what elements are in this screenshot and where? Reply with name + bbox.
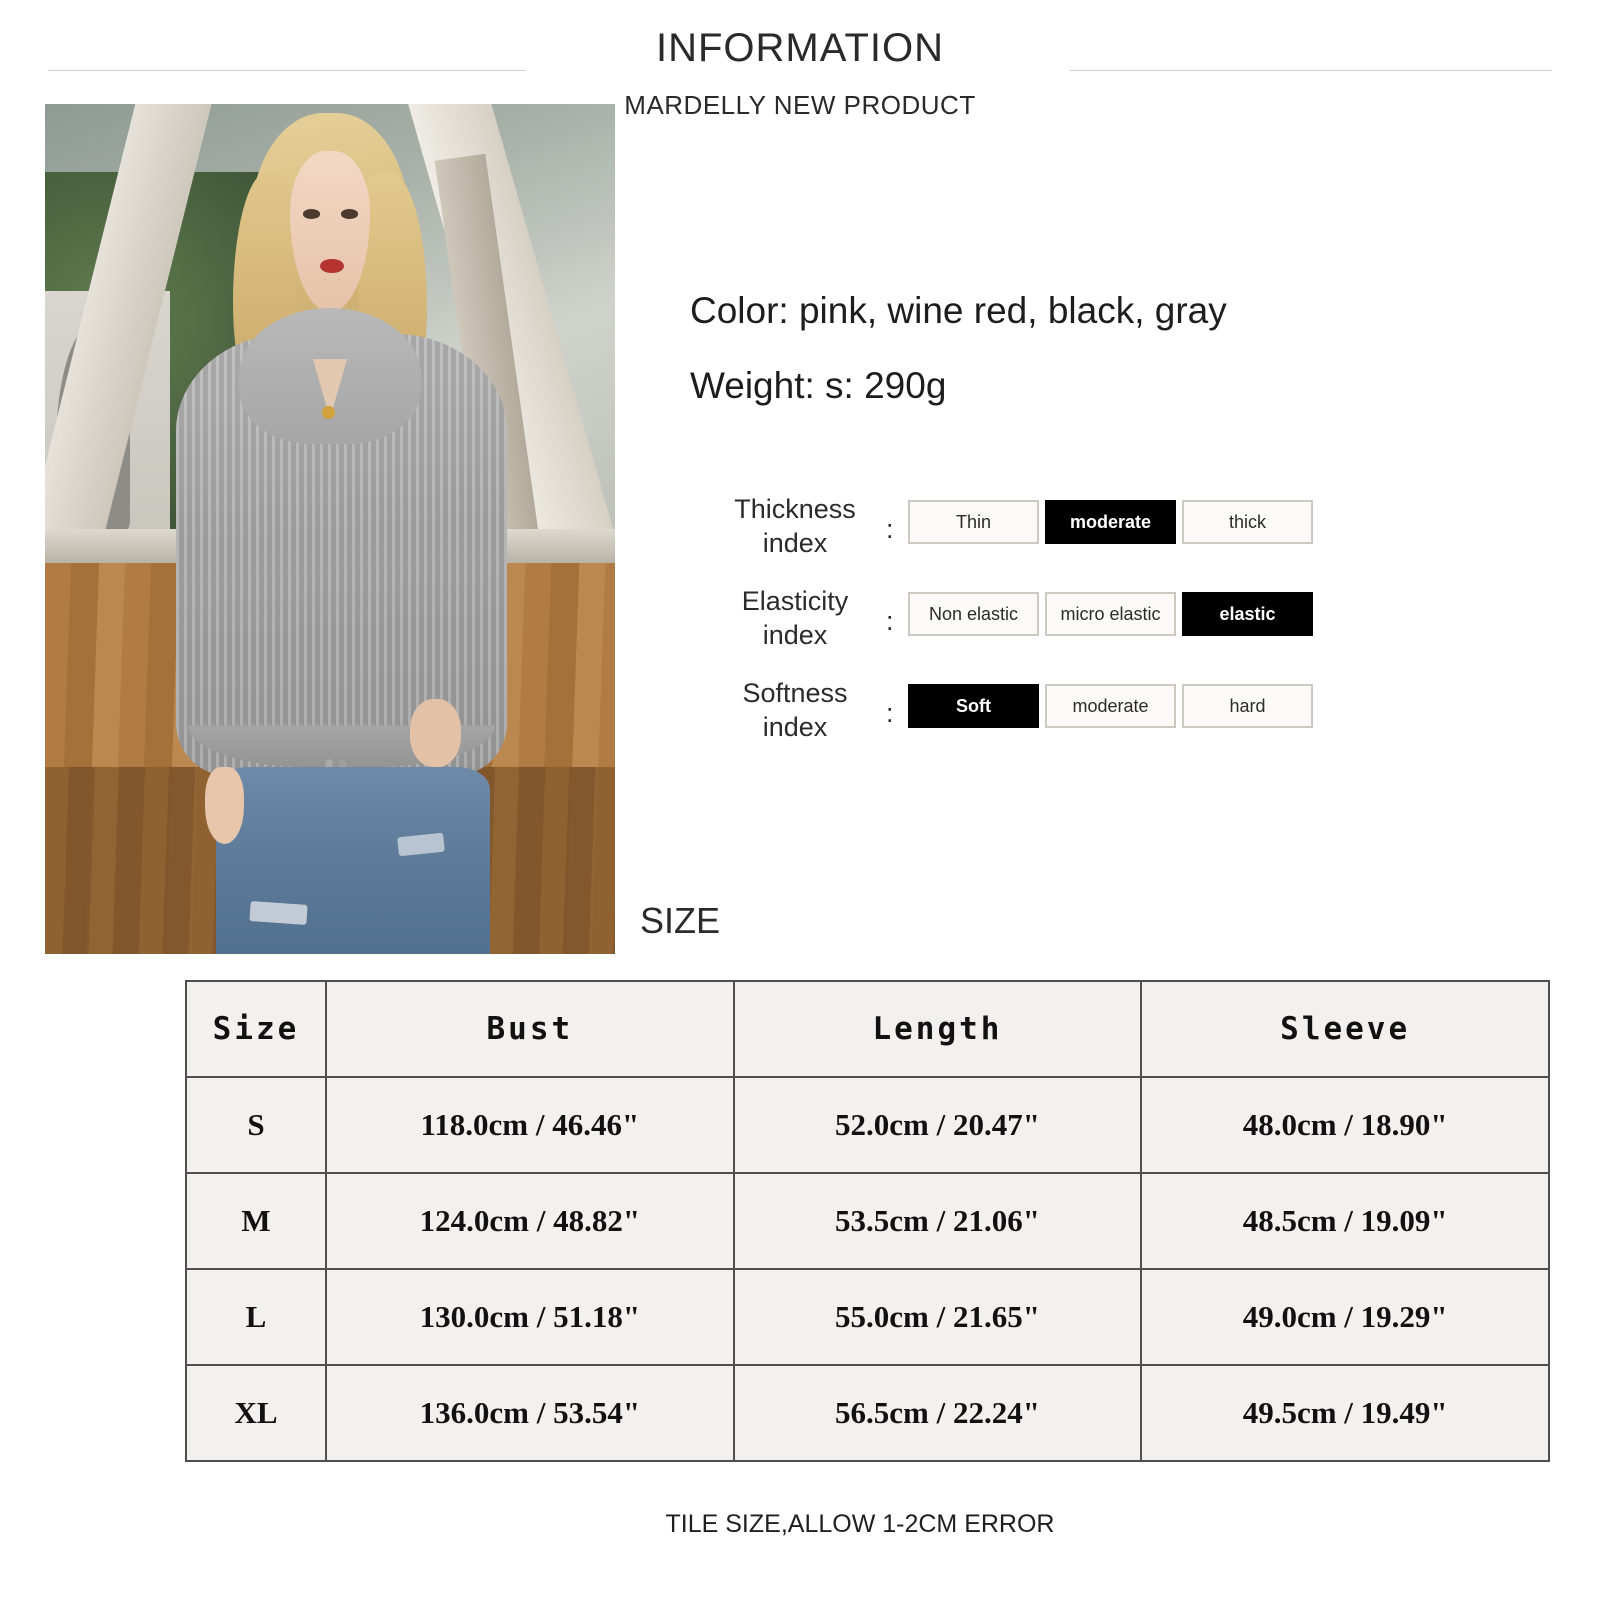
softness-index-label-line2: index: [762, 712, 828, 742]
elasticity-index-options: [908, 592, 1319, 636]
page-title: INFORMATION: [655, 26, 944, 70]
thickness-index-colon: :: [886, 514, 894, 544]
length-cell-l: 55.0cm / 21.65": [734, 1269, 1142, 1365]
elasticity-index-label: [700, 584, 890, 652]
thickness-option-moderate[interactable]: moderate: [1045, 500, 1176, 544]
elasticity-option-micro-elastic[interactable]: micro elastic: [1045, 592, 1176, 636]
thickness-option-thick[interactable]: thick: [1182, 500, 1313, 544]
length-cell-s: 52.0cm / 20.47": [734, 1077, 1142, 1173]
sleeve-cell-s: 48.0cm / 18.90": [1141, 1077, 1549, 1173]
sleeve-cell-xl: 49.5cm / 19.49": [1141, 1365, 1549, 1461]
elasticity-index-label-line2: index: [762, 620, 828, 650]
table-row: [186, 1269, 1549, 1365]
table-row: [186, 1173, 1549, 1269]
elasticity-index-label-line1: Elasticity: [741, 586, 849, 616]
thickness-index-options: [908, 500, 1319, 544]
softness-option-moderate[interactable]: moderate: [1045, 684, 1176, 728]
elasticity-index-colon: :: [886, 606, 894, 636]
size-table-header-size: Size: [186, 981, 326, 1077]
bust-cell-xl: 136.0cm / 53.54": [326, 1365, 734, 1461]
size-chart-table: [185, 980, 1550, 1462]
bust-cell-s: 118.0cm / 46.46": [326, 1077, 734, 1173]
elasticity-index-row: [700, 584, 1340, 658]
photo-model-lips: [320, 259, 344, 273]
length-cell-m: 53.5cm / 21.06": [734, 1173, 1142, 1269]
bust-cell-l: 130.0cm / 51.18": [326, 1269, 734, 1365]
size-table-header-length: Length: [734, 981, 1142, 1077]
size-cell-s: S: [186, 1077, 326, 1173]
photo-jeans: [216, 767, 490, 954]
size-table-header-sleeve: Sleeve: [1141, 981, 1549, 1077]
photo-neck-button: [322, 406, 335, 419]
thickness-index-label: [700, 492, 890, 560]
photo-model-hand-left: [205, 767, 245, 844]
sleeve-cell-m: 48.5cm / 19.09": [1141, 1173, 1549, 1269]
bust-cell-m: 124.0cm / 48.82": [326, 1173, 734, 1269]
size-cell-m: M: [186, 1173, 326, 1269]
elasticity-option-non-elastic[interactable]: Non elastic: [908, 592, 1039, 636]
softness-index-colon: :: [886, 698, 894, 728]
size-cell-l: L: [186, 1269, 326, 1365]
page-subtitle: MARDELLY NEW PRODUCT: [624, 90, 976, 120]
softness-option-soft[interactable]: Soft: [908, 684, 1039, 728]
thickness-index-label-line2: index: [762, 528, 828, 558]
thickness-index-label-line1: Thickness: [734, 494, 856, 524]
sleeve-cell-l: 49.0cm / 19.29": [1141, 1269, 1549, 1365]
table-row: [186, 1077, 1549, 1173]
size-table-header-bust: Bust: [326, 981, 734, 1077]
softness-index-label-line1: Softness: [742, 678, 848, 708]
thickness-index-row: [700, 492, 1340, 566]
photo-model-hand-right: [410, 699, 461, 767]
softness-index-options: [908, 684, 1319, 728]
elasticity-option-elastic[interactable]: elastic: [1182, 592, 1313, 636]
table-row: [186, 1365, 1549, 1461]
thickness-option-thin[interactable]: Thin: [908, 500, 1039, 544]
softness-index-label: [700, 676, 890, 744]
softness-option-hard[interactable]: hard: [1182, 684, 1313, 728]
size-cell-xl: XL: [186, 1365, 326, 1461]
color-info-line: Color: pink, wine red, black, gray: [690, 290, 1227, 331]
size-footnote: TILE SIZE,ALLOW 1-2CM ERROR: [665, 1510, 1055, 1538]
size-table-header-row: [186, 981, 1549, 1077]
photo-model-eye-left: [303, 209, 320, 218]
product-photo: [45, 104, 615, 954]
softness-index-row: [700, 676, 1340, 750]
photo-model-eye-right: [341, 209, 358, 218]
weight-info-line: Weight: s: 290g: [690, 365, 947, 406]
size-section-title: SIZE: [640, 900, 721, 941]
fabric-index-block: [700, 492, 1340, 768]
length-cell-xl: 56.5cm / 22.24": [734, 1365, 1142, 1461]
